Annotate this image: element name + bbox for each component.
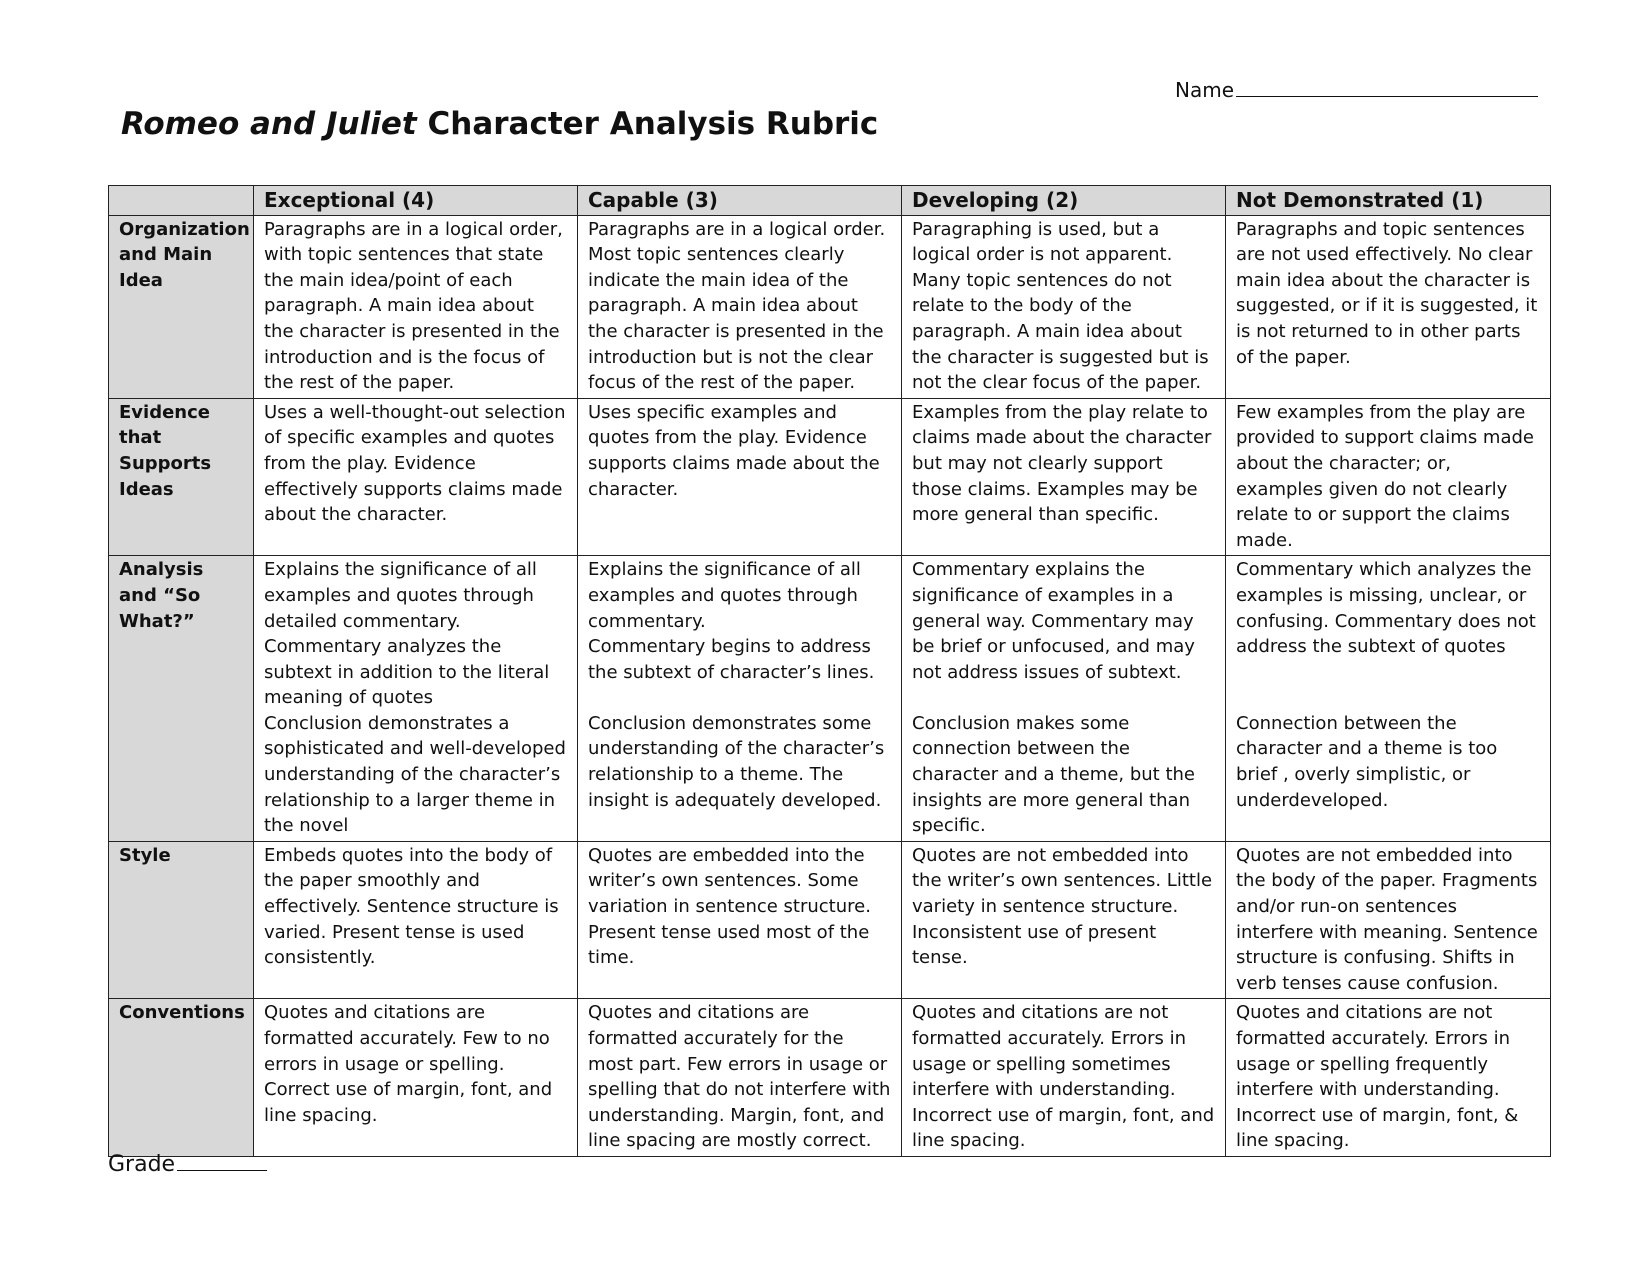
table-cell: Paragraphs and topic sentences are not used effectively. No clear main idea about the character is suggested, or if it is suggested, it is not returned to in other parts of the paper. — [1226, 215, 1551, 398]
criterion-analysis: Analysis and “So What?” — [109, 556, 254, 842]
header-corner-cell — [109, 186, 254, 216]
grade-field[interactable] — [108, 1150, 267, 1177]
table-row — [109, 398, 1551, 556]
table-cell: Uses specific examples and quotes from the play. Evidence supports claims made about the character. — [578, 398, 902, 556]
table-row — [109, 215, 1551, 398]
criterion-evidence: Evidence that Supports Ideas — [109, 398, 254, 556]
rubric-header-row — [109, 186, 1551, 216]
table-cell: Uses a well-thought-out selection of specific examples and quotes from the play. Evidence effectively supports claims made about the character. — [254, 398, 578, 556]
table-cell: Explains the significance of all examples and quotes through detailed commentary. Commentary analyzes the subtext in addition to the literal meaning of quotes Conclusion demonstrates a sophisticated and well-developed understanding of the character’s relationship to a larger theme in the novel — [254, 556, 578, 842]
header-developing: Developing (2) — [902, 186, 1226, 216]
table-cell: Commentary which analyzes the examples is missing, unclear, or confusing. Commentary does not address the subtext of quotes Connection between the character and a theme is too brief , overly simplistic, or underdeveloped. — [1226, 556, 1551, 842]
grade-label: Grade — [108, 1152, 176, 1177]
header-capable: Capable (3) — [578, 186, 902, 216]
name-blank-line[interactable] — [1236, 76, 1538, 97]
title-play-name: Romeo and Juliet — [121, 106, 417, 142]
table-cell: Quotes and citations are formatted accurately. Few to no errors in usage or spelling. Correct use of margin, font, and line spacing. — [254, 999, 578, 1157]
header-exceptional: Exceptional (4) — [254, 186, 578, 216]
criterion-conventions: Conventions — [109, 999, 254, 1157]
table-cell: Paragraphing is used, but a logical order is not apparent. Many topic sentences do not relate to the body of the paragraph. A main idea about the character is suggested but is not the clear focus of the paper. — [902, 215, 1226, 398]
table-cell: Embeds quotes into the body of the paper smoothly and effectively. Sentence structure is varied. Present tense is used consistently. — [254, 841, 578, 999]
criterion-organization: Organization and Main Idea — [109, 215, 254, 398]
title-rest: Character Analysis Rubric — [416, 106, 879, 142]
grade-blank-line[interactable] — [177, 1150, 267, 1171]
rubric-table — [108, 185, 1551, 1157]
header-not-demonstrated: Not Demonstrated (1) — [1226, 186, 1551, 216]
table-row — [109, 841, 1551, 999]
table-cell: Few examples from the play are provided to support claims made about the character; or, examples given do not clearly relate to or support the claims made. — [1226, 398, 1551, 556]
table-cell: Quotes are not embedded into the writer’s own sentences. Little variety in sentence structure. Inconsistent use of present tense. — [902, 841, 1226, 999]
table-cell: Quotes are embedded into the writer’s own sentences. Some variation in sentence structure. Present tense used most of the time. — [578, 841, 902, 999]
table-row — [109, 999, 1551, 1157]
table-cell: Paragraphs are in a logical order. Most topic sentences clearly indicate the main idea of the paragraph. A main idea about the character is presented in the introduction but is not the clear focus of the rest of the paper. — [578, 215, 902, 398]
table-cell: Quotes and citations are not formatted accurately. Errors in usage or spelling sometimes interfere with understanding. Incorrect use of margin, font, and line spacing. — [902, 999, 1226, 1157]
table-cell: Commentary explains the significance of examples in a general way. Commentary may be brief or unfocused, and may not address issues of subtext. Conclusion makes some connection between the character and a theme, but the insights are more general than specific. — [902, 556, 1226, 842]
name-label: Name — [1175, 78, 1235, 102]
table-cell: Quotes and citations are not formatted accurately. Errors in usage or spelling frequently interfere with understanding. Incorrect use of margin, font, & line spacing. — [1226, 999, 1551, 1157]
table-cell: Explains the significance of all examples and quotes through commentary. Commentary begins to address the subtext of character’s lines. Conclusion demonstrates some understanding of the character’s relationship to a theme. The insight is adequately developed. — [578, 556, 902, 842]
criterion-style: Style — [109, 841, 254, 999]
table-cell: Quotes and citations are formatted accurately for the most part. Few errors in usage or spelling that do not interfere with understanding. Margin, font, and line spacing are mostly correct. — [578, 999, 902, 1157]
table-cell: Paragraphs are in a logical order, with topic sentences that state the main idea/point of each paragraph. A main idea about the character is presented in the introduction and is the focus of the rest of the paper. — [254, 215, 578, 398]
table-cell: Examples from the play relate to claims made about the character but may not clearly support those claims. Examples may be more general than specific. — [902, 398, 1226, 556]
student-name-field[interactable] — [1175, 76, 1538, 102]
table-cell: Quotes are not embedded into the body of the paper. Fragments and/or run-on sentences interfere with meaning. Sentence structure is confusing. Shifts in verb tenses cause confusion. — [1226, 841, 1551, 999]
page-title — [121, 106, 878, 142]
table-row — [109, 556, 1551, 842]
